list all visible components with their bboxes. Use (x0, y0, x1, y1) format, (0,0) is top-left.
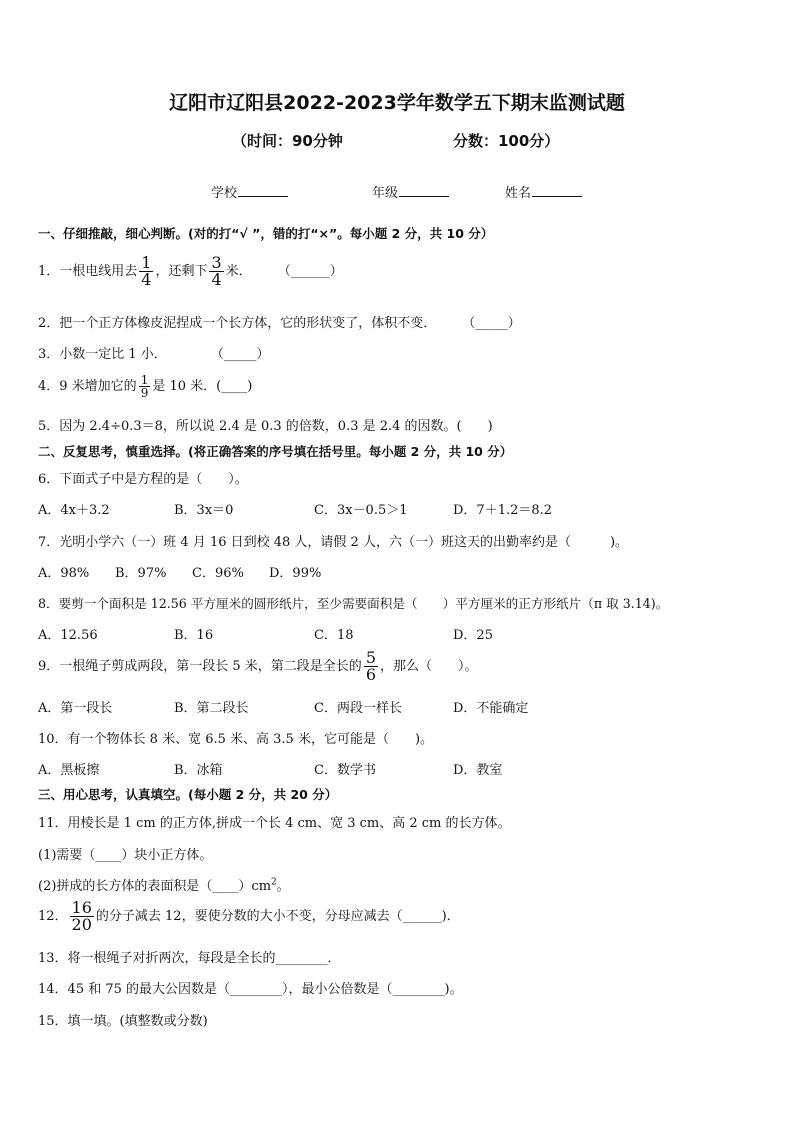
question-1 (38, 255, 343, 288)
q2-answer-blank[interactable]: （_____） (462, 316, 521, 331)
school-label: 学校 (211, 186, 238, 201)
q11-part-2-text: (2)拼成的长方体的表面积是（____）cm (38, 879, 272, 894)
question-4 (38, 374, 252, 399)
question-3 (38, 343, 269, 362)
q7-option-b[interactable]: B．97% (115, 566, 167, 581)
q1-f2-denominator: 4 (211, 270, 222, 289)
q4-numerator: 1 (140, 373, 149, 387)
q1-fraction-1 (139, 255, 153, 288)
q11-part-1[interactable]: (1)需要（____）块小正方体。 (38, 848, 213, 863)
q3-answer-blank[interactable]: （_____） (210, 347, 270, 362)
q10-option-b[interactable]: B．冰箱 (174, 763, 223, 778)
q6-option-b[interactable]: B．3x＝0 (174, 503, 234, 518)
q4-text-b[interactable]: 是 10 米．(____) (152, 379, 253, 394)
exam-score: 分数：100分） (453, 132, 560, 150)
question-2 (38, 312, 521, 331)
q7-option-d[interactable]: D．99% (269, 566, 322, 581)
question-9 (38, 650, 478, 683)
q4-denominator: 9 (140, 386, 149, 400)
question-8: 8．要剪一个面积是 12.56 平方厘米的圆形纸片，至少需要面积是（ ）平方厘米的正方形纸片（π 取 3.14)。 (38, 596, 669, 611)
section-3-heading: 三、用心思考，认真填空。(每小题 2 分，共 20 分） (38, 787, 338, 802)
question-6: 6．下面式子中是方程的是（ ）。 (38, 472, 248, 487)
q9-text-a: 9．一根绳子剪成两段，第一段长 5 米，第二段是全长的 (38, 659, 362, 674)
q11-part-2-end: 。 (276, 879, 290, 894)
q10-option-d[interactable]: D．教室 (453, 763, 503, 778)
grade-label: 年级 (372, 186, 399, 201)
q7-option-c[interactable]: C．96% (192, 566, 244, 581)
q12-fraction (70, 900, 94, 933)
q9-option-d[interactable]: D．不能确定 (453, 701, 529, 716)
school-field[interactable] (211, 182, 288, 201)
q10-option-c[interactable]: C．数学书 (314, 763, 376, 778)
q1-text-a: 1．一根电线用去 (38, 264, 138, 279)
q9-option-c[interactable]: C．两段一样长 (314, 701, 402, 716)
exam-time: （时间：90分钟 (232, 132, 343, 150)
q1-text-b: ，还剩下 (155, 264, 208, 279)
q4-text-a: 4．9 米增加它的 (38, 379, 137, 394)
q11-part-2[interactable] (38, 875, 290, 894)
name-field[interactable] (505, 182, 582, 201)
question-13[interactable]: 13．将一根绳子对折两次，每段是全长的________． (38, 951, 341, 966)
q1-f1-numerator: 1 (141, 253, 152, 272)
question-7: 7．光明小学六（一）班 4 月 16 日到校 48 人，请假 2 人，六（一）班这天的出勤率约是（ )。 (38, 535, 629, 550)
q9-denominator: 6 (365, 665, 376, 684)
section-2-heading: 二、反复思考，慎重选择。(将正确答案的序号填在括号里。每小题 2 分，共 10 分） (38, 444, 513, 459)
q12-text-a: 12． (38, 909, 68, 924)
question-5[interactable]: 5．因为 2.4÷0.3＝8，所以说 2.4 是 0.3 的倍数，0.3 是 2.4 的因数。( ) (38, 419, 493, 434)
q4-fraction (139, 374, 151, 399)
q7-option-a[interactable]: A．98% (38, 566, 90, 581)
q10-option-a[interactable]: A．黑板擦 (38, 763, 100, 778)
q12-numerator: 16 (71, 898, 92, 917)
q9-numerator: 5 (365, 648, 376, 667)
q6-option-c[interactable]: C．3x－0.5＞1 (314, 503, 408, 518)
q6-option-d[interactable]: D．7＋1.2＝8.2 (453, 503, 553, 518)
q1-answer-blank[interactable]: （______） (277, 264, 343, 279)
q1-f2-numerator: 3 (211, 253, 222, 272)
q3-text: 3．小数一定比 1 小． (38, 347, 167, 362)
q1-text-c: 米． (225, 264, 252, 279)
q9-option-a[interactable]: A．第一段长 (38, 701, 113, 716)
name-label: 姓名 (505, 186, 532, 201)
page-title: 辽阳市辽阳县2022-2023学年数学五下期末监测试题 (169, 92, 625, 114)
q11-part-2-superscript: 2 (271, 877, 277, 888)
section-1-heading: 一、仔细推敲，细心判断。(对的打“√ ”，错的打“×”。每小题 2 分，共 10 分） (38, 226, 494, 241)
q9-fraction (364, 650, 378, 683)
q8-option-c[interactable]: C．18 (314, 628, 354, 643)
name-blank[interactable] (532, 182, 582, 197)
q6-option-a[interactable]: A．4x＋3.2 (38, 503, 110, 518)
q8-option-d[interactable]: D．25 (453, 628, 493, 643)
question-10: 10．有一个物体长 8 米、宽 6.5 米、高 3.5 米，它可能是（ )。 (38, 732, 434, 747)
q12-denominator: 20 (71, 915, 92, 934)
grade-blank[interactable] (399, 182, 449, 197)
q2-text: 2．把一个正方体橡皮泥捏成一个长方体，它的形状变了，体积不变． (38, 316, 437, 331)
grade-field[interactable] (372, 182, 449, 201)
q9-text-b: ，那么（ ）。 (380, 659, 478, 674)
question-11: 11．用棱长是 1 cm 的正方体,拼成一个长 4 cm、宽 3 cm、高 2 cm 的长方体。 (38, 816, 511, 831)
q12-text-b[interactable]: 的分子减去 12，要使分数的大小不变，分母应减去（______)． (95, 909, 460, 924)
question-15: 15．填一填。(填整数或分数) (38, 1014, 208, 1029)
q8-option-a[interactable]: A．12.56 (38, 628, 98, 643)
q9-option-b[interactable]: B．第二段长 (174, 701, 249, 716)
q1-f1-denominator: 4 (141, 270, 152, 289)
q1-fraction-2 (209, 255, 223, 288)
q8-option-b[interactable]: B．16 (174, 628, 214, 643)
school-blank[interactable] (238, 182, 288, 197)
question-12 (38, 900, 460, 933)
question-14[interactable]: 14．45 和 75 的最大公因数是（________），最小公倍数是（________)。 (38, 982, 463, 997)
